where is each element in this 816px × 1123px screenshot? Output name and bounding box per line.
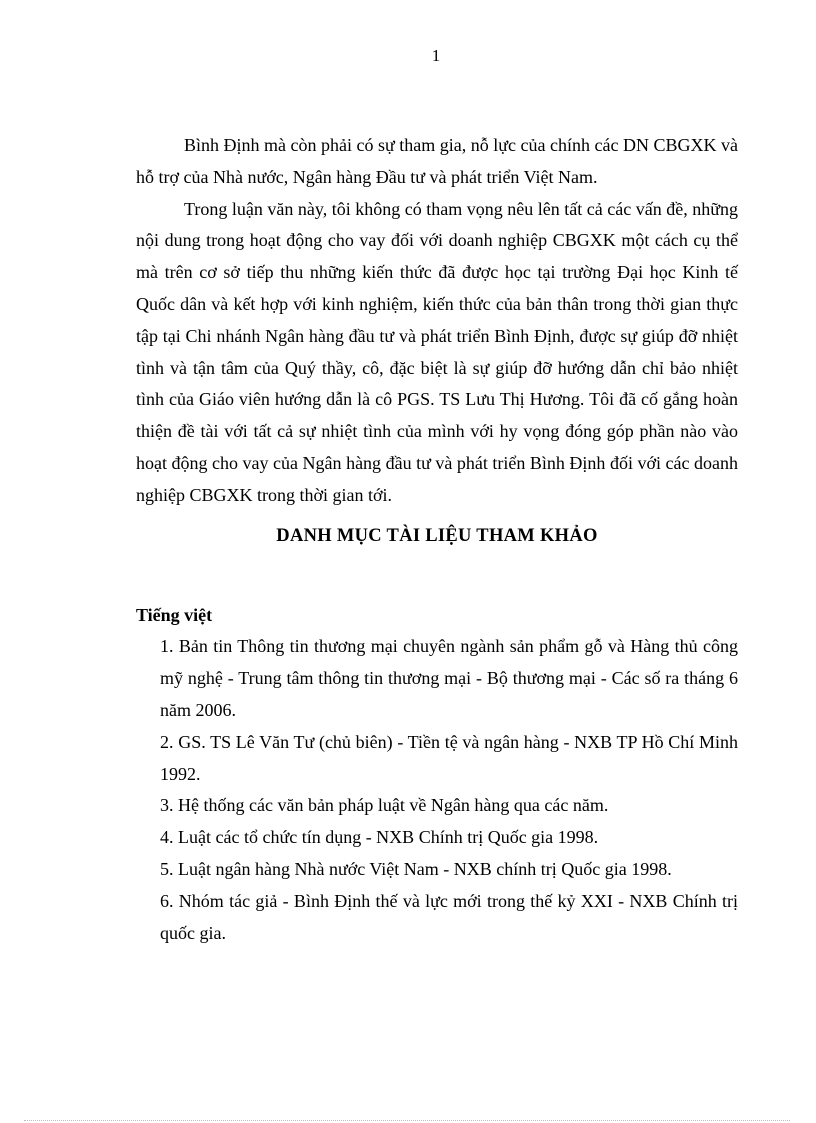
document-body [136,130,738,949]
reference-item: 3. Hệ thống các văn bản pháp luật về Ngân hàng qua các năm. [160,795,609,816]
page-bottom-divider [24,1120,790,1121]
reference-item: 2. GS. TS Lê Văn Tư (chủ biên) - Tiền tệ và ngân hàng - NXB TP Hồ Chí Minh 1992. [160,731,738,784]
reference-item: 6. Nhóm tác giả - Bình Định thế và lực mới trong thế kỷ XXI - NXB Chính trị quốc gia. [160,890,738,943]
reference-item: 1. Bản tin Thông tin thương mại chuyên ngành sản phẩm gỗ và Hàng thủ công mỹ nghệ - Trung tâm thông tin thương mại - Bộ thương mại - Các số ra tháng 6 năm 2006. [160,636,738,720]
reference-item: 4. Luật các tổ chức tín dụng - NXB Chính trị Quốc gia 1998. [160,827,599,848]
body-paragraph: Trong luận văn này, tôi không có tham vọng nêu lên tất cả các vấn đề, những nội dung trong hoạt động cho vay đối với doanh nghiệp CBGXK một cách cụ thể mà trên cơ sở tiếp thu những kiến thức đã được học tại trường Đại học Kinh tế Quốc dân và kết hợp với kinh nghiệm, kiến thức của bản thân trong thời gian thực tập tại Chi nhánh Ngân hàng đầu tư và phát triển Bình Định, được sự giúp đỡ nhiệt tình và tận tâm của Quý thầy, cô, đặc biệt là sự giúp đỡ hướng dẫn chỉ bảo nhiệt tình của Giáo viên hướng dẫn là cô PGS. TS Lưu Thị Hương. Tôi đã cố gắng hoàn thiện đề tài với tất cả sự nhiệt tình của mình với hy vọng đóng góp phần nào vào hoạt động cho vay của Ngân hàng đầu tư và phát triển Bình Định đối với các doanh nghiệp CBGXK trong thời gian tới. [136,198,738,505]
references-list [136,631,738,949]
reference-item: 5. Luật ngân hàng Nhà nước Việt Nam - NXB chính trị Quốc gia 1998. [160,858,672,879]
page-number: 1 [431,46,441,65]
references-title: DANH MỤC TÀI LIỆU THAM KHẢO [276,525,598,546]
references-section-label: Tiếng việt [136,605,213,626]
body-paragraph: Bình Định mà còn phải có sự tham gia, nỗ lực của chính các DN CBGXK và hỗ trợ của Nhà nước, Ngân hàng Đầu tư và phát triển Việt Nam. [136,135,738,187]
